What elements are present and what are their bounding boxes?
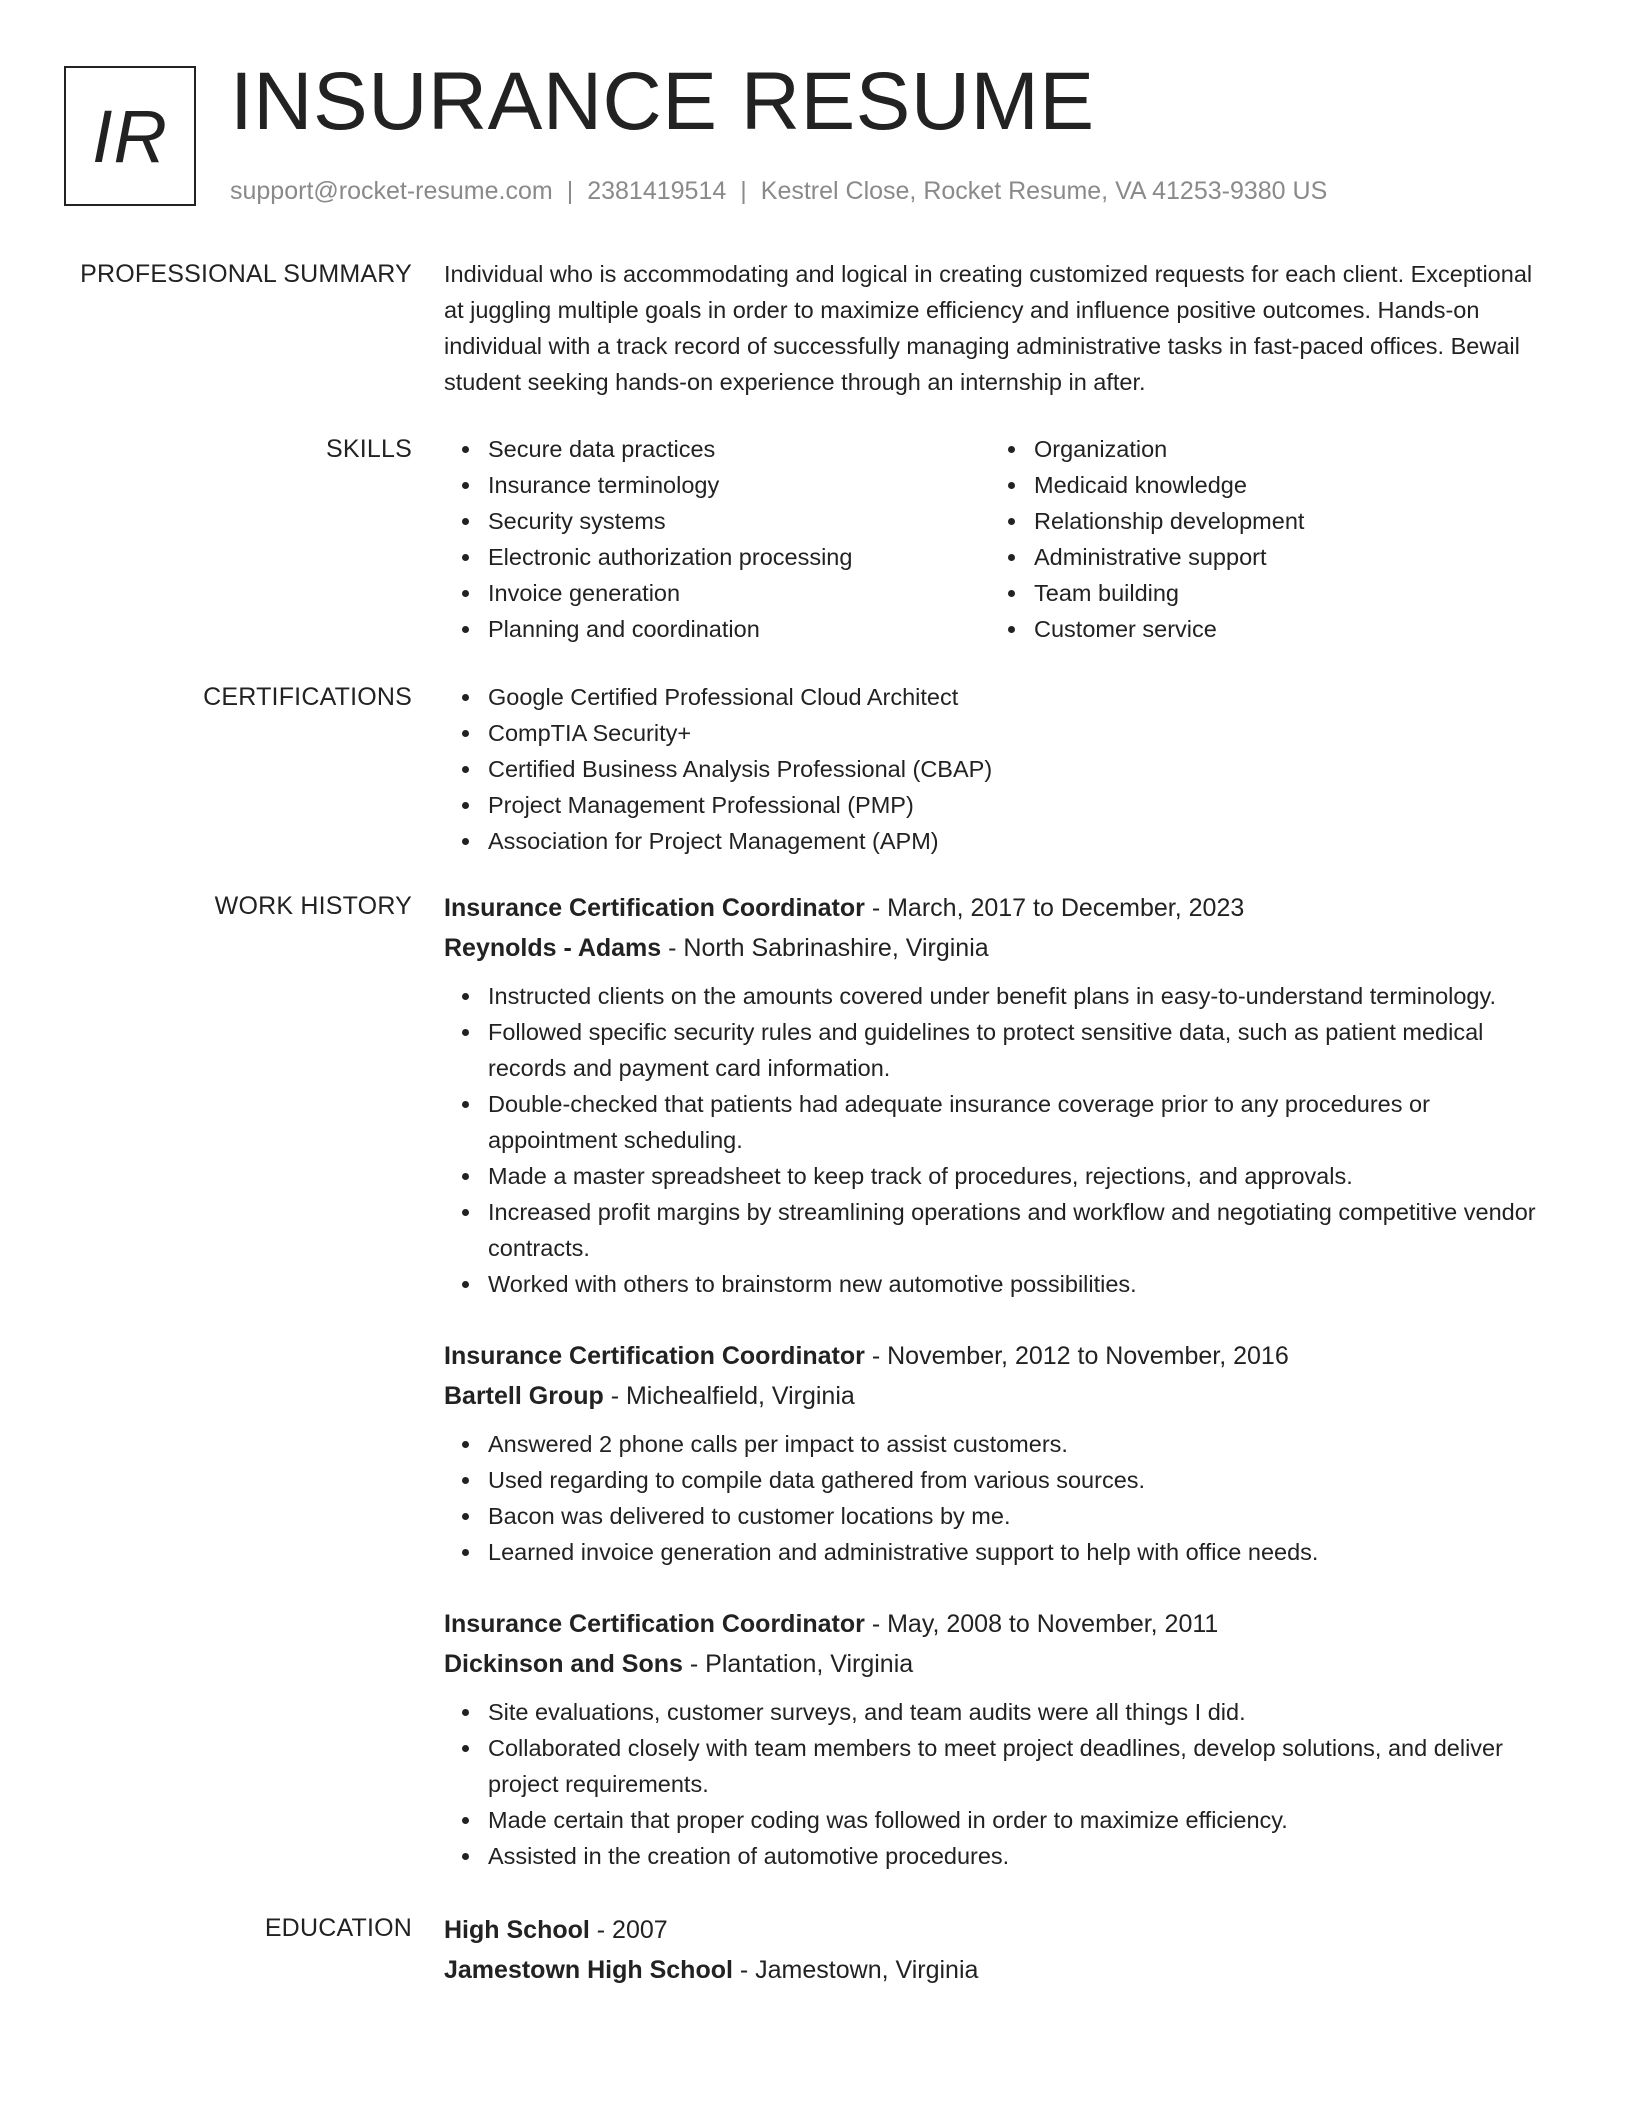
education-degree-line: [444, 1910, 1556, 1950]
skill-item: Invoice generation: [444, 575, 990, 611]
skill-item: Administrative support: [990, 539, 1536, 575]
certifications-list: [444, 679, 1556, 859]
summary-text: Individual who is accommodating and logical in creating customized requests for each client. Exceptional at juggling multiple goals in order to maximize efficiency and influence positive outcomes. Hands-on individual with a track record of successfully managing administrative tasks in fast-paced offices. Bewail student seeking hands-on experience through an internship in after.: [444, 261, 1533, 395]
job-entry: [444, 888, 1556, 1302]
education-location: - Jamestown, Virginia: [732, 1956, 979, 1984]
job-bullet: Worked with others to brainstorm new automotive possibilities.: [444, 1266, 1556, 1302]
contact-email[interactable]: support@rocket-resume.com: [230, 177, 553, 205]
job-bullet: Made certain that proper coding was followed in order to maximize efficiency.: [444, 1802, 1556, 1838]
skills-columns: [444, 431, 1556, 647]
job-company-line: [444, 1376, 1556, 1416]
job-title: Insurance Certification Coordinator: [444, 1342, 865, 1370]
skill-item: Team building: [990, 575, 1536, 611]
job-bullet: Double-checked that patients had adequate insurance coverage prior to any procedures or appointment scheduling.: [444, 1086, 1556, 1158]
job-company-line: [444, 1644, 1556, 1684]
job-bullet: Made a master spreadsheet to keep track of procedures, rejections, and approvals.: [444, 1158, 1556, 1194]
job-title: Insurance Certification Coordinator: [444, 1610, 865, 1638]
section-body: [444, 431, 1556, 647]
job-bullet: Followed specific security rules and guidelines to protect sensitive data, such as patient medical records and payment card information.: [444, 1014, 1556, 1086]
education-year: - 2007: [589, 1916, 668, 1944]
skill-item: Security systems: [444, 503, 990, 539]
certification-item: Google Certified Professional Cloud Architect: [444, 679, 1556, 715]
job-location: - North Sabrinashire, Virginia: [661, 934, 989, 962]
resume-title: INSURANCE RESUME: [230, 56, 1095, 147]
contact-phone[interactable]: 2381419514: [587, 177, 727, 205]
job-location: - Michealfield, Virginia: [603, 1382, 855, 1410]
skill-item: Organization: [990, 431, 1536, 467]
job-dates: - May, 2008 to November, 2011: [864, 1610, 1219, 1638]
job-bullet: Increased profit margins by streamlining operations and workflow and negotiating competitive vendor contracts.: [444, 1194, 1556, 1266]
job-dates: - November, 2012 to November, 2016: [864, 1342, 1289, 1370]
section-body: [444, 679, 1556, 859]
certification-item: Association for Project Management (APM): [444, 823, 1556, 859]
section-label: WORK HISTORY: [214, 892, 412, 920]
job-title-line: [444, 1604, 1556, 1644]
job-entry: [444, 1604, 1556, 1874]
job-bullet: Bacon was delivered to customer locations by me.: [444, 1498, 1556, 1534]
job-company: Dickinson and Sons: [444, 1650, 683, 1678]
certification-item: Project Management Professional (PMP): [444, 787, 1556, 823]
job-location: - Plantation, Virginia: [682, 1650, 914, 1678]
skill-item: Relationship development: [990, 503, 1536, 539]
skill-item: Planning and coordination: [444, 611, 990, 647]
job-bullet: Site evaluations, customer surveys, and team audits were all things I did.: [444, 1694, 1556, 1730]
job-company-line: [444, 928, 1556, 968]
contact-line: [230, 174, 1327, 208]
section-label: CERTIFICATIONS: [203, 683, 412, 711]
skill-item: Electronic authorization processing: [444, 539, 990, 575]
education-degree: High School: [444, 1916, 590, 1944]
job-bullets: [444, 1426, 1556, 1570]
job-company: Bartell Group: [444, 1382, 604, 1410]
job-bullets: [444, 1694, 1556, 1874]
section-label: SKILLS: [326, 435, 412, 463]
job-entry: [444, 1336, 1556, 1570]
certification-item: CompTIA Security+: [444, 715, 1556, 751]
skills-list-left: [444, 431, 990, 647]
skill-item: Secure data practices: [444, 431, 990, 467]
contact-separator: |: [566, 177, 574, 205]
job-title: Insurance Certification Coordinator: [444, 894, 865, 922]
section-label: PROFESSIONAL SUMMARY: [80, 260, 412, 288]
job-bullet: Learned invoice generation and administrative support to help with office needs.: [444, 1534, 1556, 1570]
job-dates: - March, 2017 to December, 2023: [864, 894, 1245, 922]
section-body: [444, 1910, 1556, 2000]
job-bullet: Answered 2 phone calls per impact to assist customers.: [444, 1426, 1556, 1462]
job-company: Reynolds - Adams: [444, 934, 662, 962]
section-body: [444, 888, 1556, 1908]
skill-item: Medicaid knowledge: [990, 467, 1536, 503]
contact-address: Kestrel Close, Rocket Resume, VA 41253-9380 US: [760, 177, 1328, 205]
education-school: Jamestown High School: [444, 1956, 733, 1984]
skill-item: Insurance terminology: [444, 467, 990, 503]
job-bullet: Assisted in the creation of automotive procedures.: [444, 1838, 1556, 1874]
section-label: EDUCATION: [264, 1914, 412, 1942]
section-body: [444, 256, 1556, 400]
job-bullets: [444, 978, 1556, 1302]
contact-separator: |: [740, 177, 747, 205]
job-bullet: Used regarding to compile data gathered from various sources.: [444, 1462, 1556, 1498]
monogram-logo: IR: [64, 66, 196, 206]
job-title-line: [444, 1336, 1556, 1376]
education-school-line: [444, 1950, 1556, 1990]
job-bullet: Instructed clients on the amounts covered under benefit plans in easy-to-understand terminology.: [444, 978, 1556, 1014]
skill-item: Customer service: [990, 611, 1536, 647]
job-bullet: Collaborated closely with team members to meet project deadlines, develop solutions, and deliver project requirements.: [444, 1730, 1556, 1802]
certification-item: Certified Business Analysis Professional (CBAP): [444, 751, 1556, 787]
job-title-line: [444, 888, 1556, 928]
skills-list-right: [990, 431, 1536, 647]
